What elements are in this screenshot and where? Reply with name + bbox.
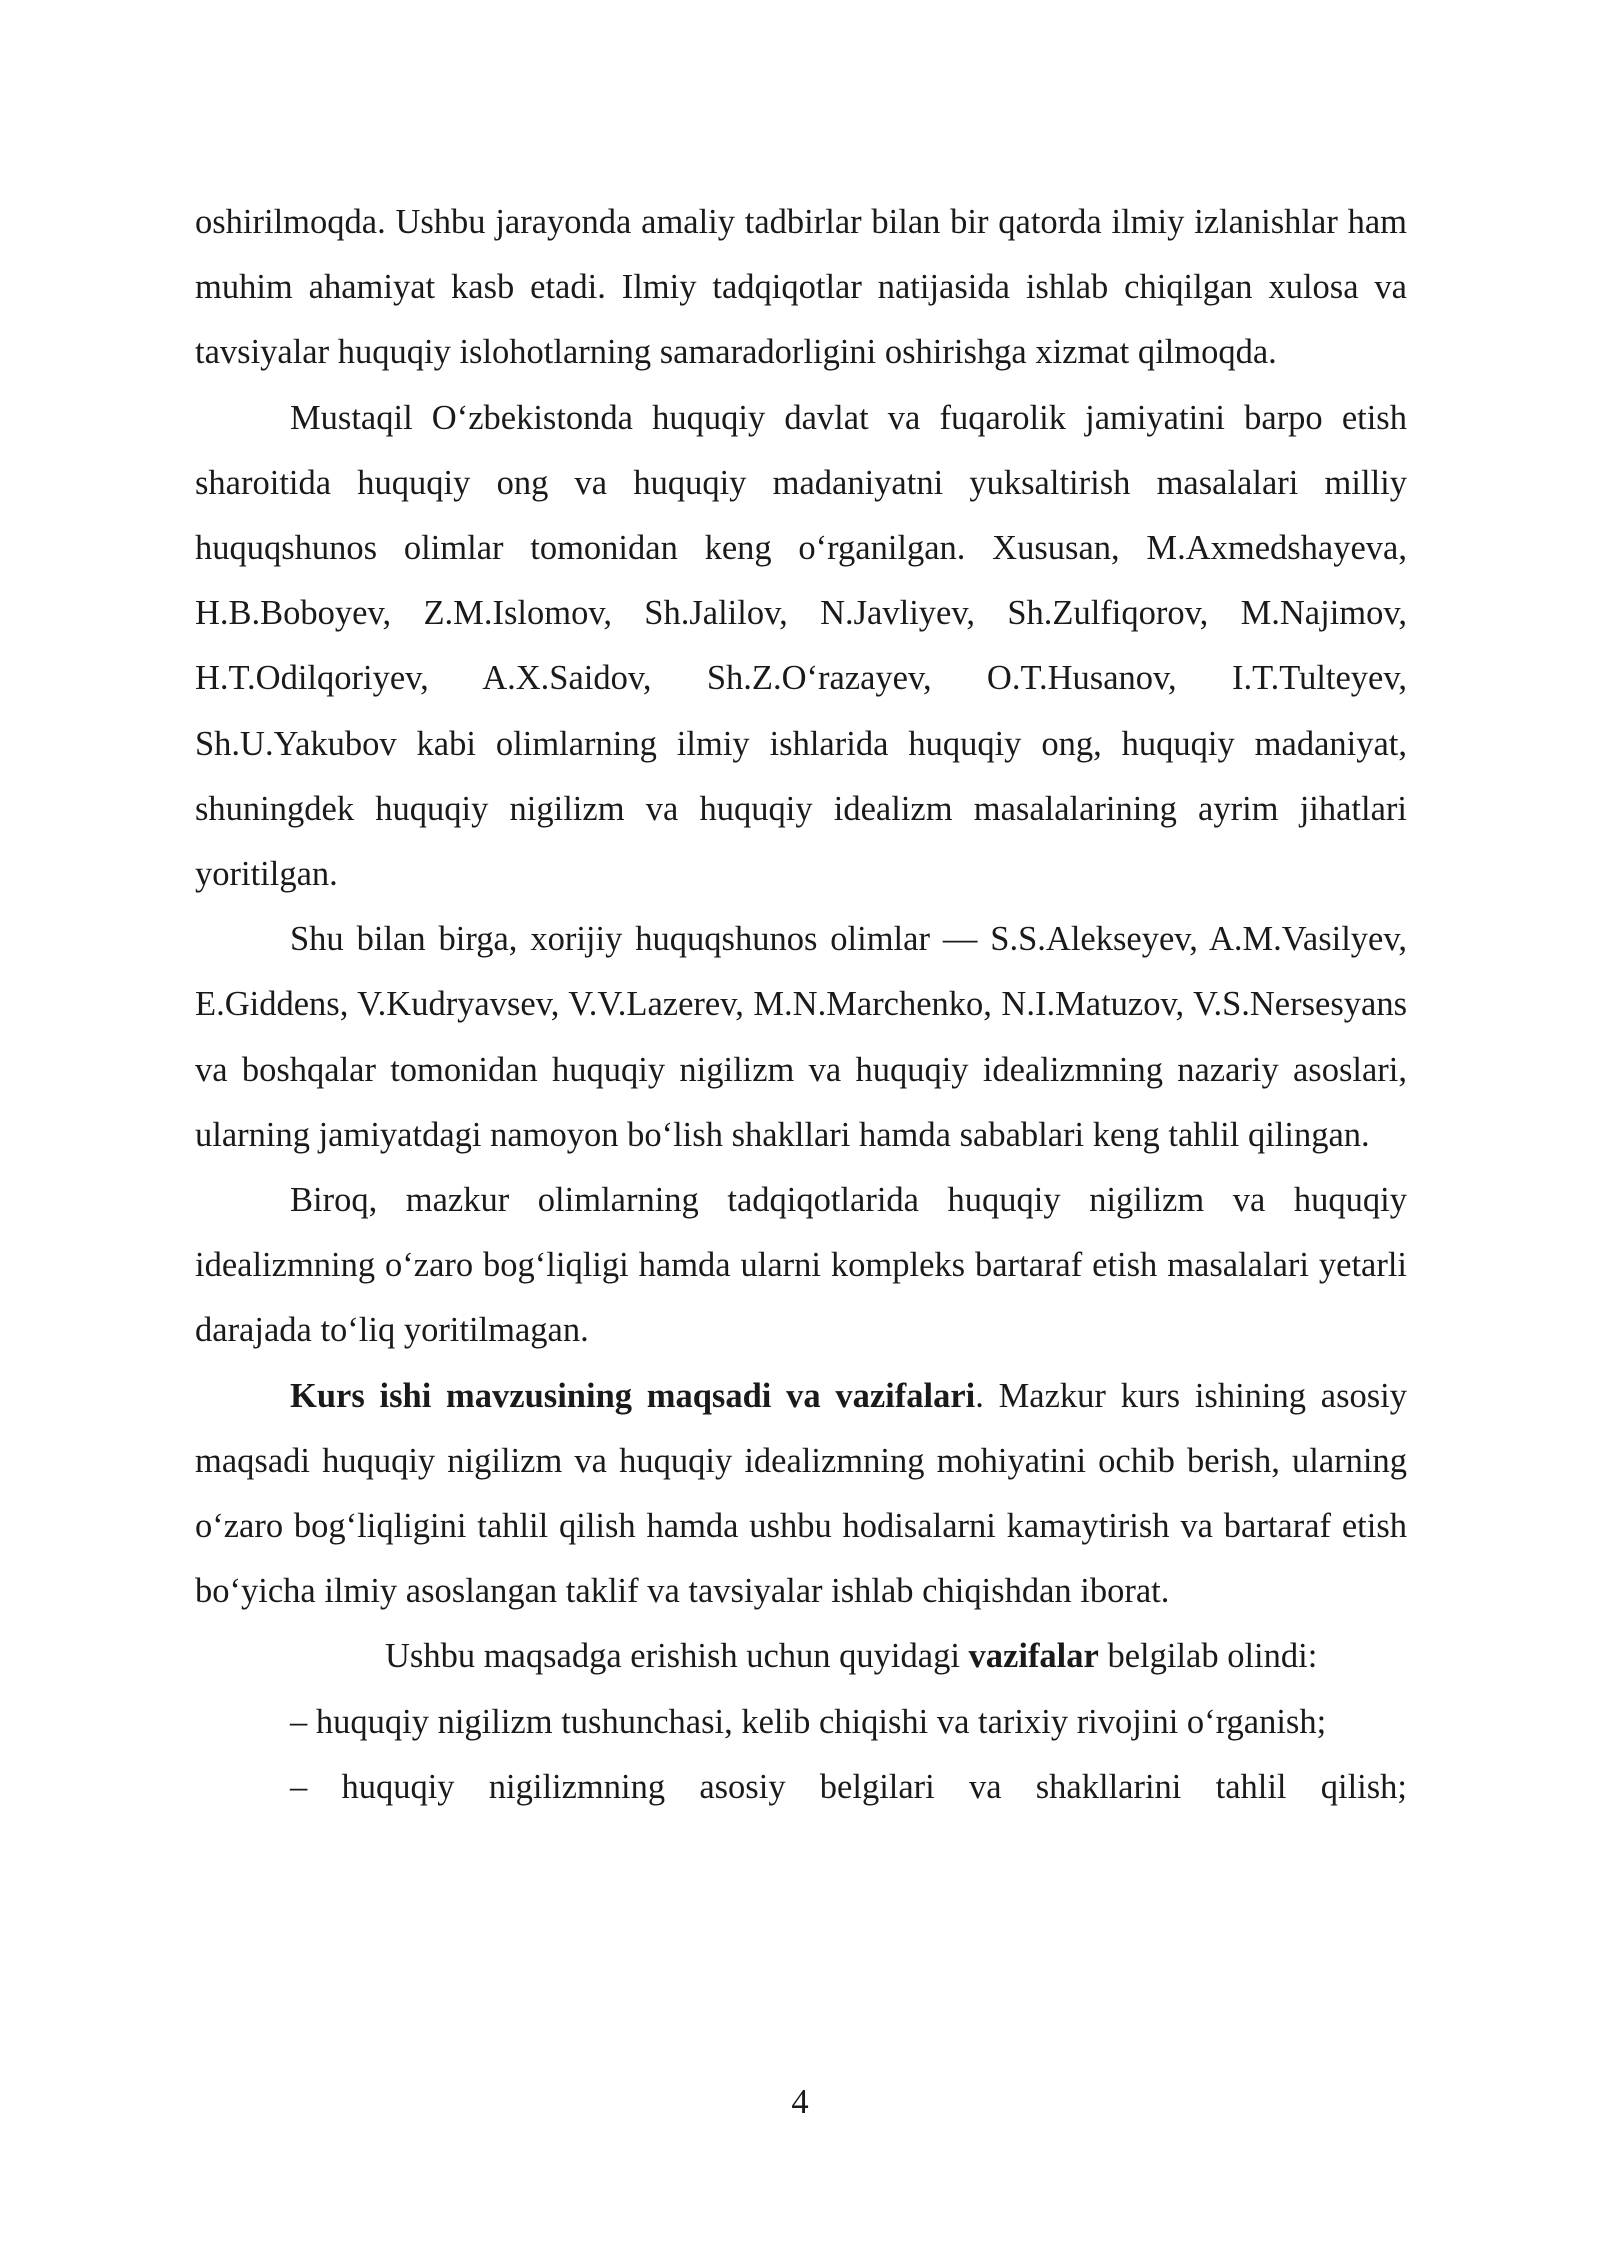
tasks-intro-after: belgilab olindi: <box>1098 1637 1318 1676</box>
paragraph-intro: oshirilmoqda. Ushbu jarayonda amaliy tadbirlar bilan bir qatorda ilmiy izlanishlar ham muhim ahamiyat kasb etadi. Ilmiy tadqiqotlar natijasida ishlab chiqilgan xulosa va tavsiyalar huquqiy islohotlarning samaradorligini oshirishga xizmat qilmoqda. <box>195 203 1407 372</box>
goal-heading: Kurs ishi mavzusining maqsadi va vazifalari <box>290 1376 976 1415</box>
tasks-intro-before: Ushbu maqsadga erishish uchun quyidagi <box>385 1637 969 1676</box>
paragraph-goal <box>195 1364 1407 1625</box>
paragraph-research-gap: Biroq, mazkur olimlarning tadqiqotlarida huquqiy nigilizm va huquqiy idealizmning o‘zaro bog‘liqligi hamda ularni kompleks bartaraf etish masalalari yetarli darajada to‘liq yoritilmagan. <box>195 1181 1407 1350</box>
paragraph-foreign-scholars: Shu bilan birga, xorijiy huquqshunos olimlar — S.S.Alekseyev, A.M.Vasilyev, E.Giddens, V.Kudryavsev, V.V.Lazerev, M.N.Marchenko, N.I.Matuzov, V.S.Nersesyans va boshqalar tomonidan huquqiy nigilizm va huquqiy idealizmning nazariy asoslari, ularning jamiyatdagi namoyon bo‘lish shakllari hamda sabablari keng tahlil qilingan. <box>195 920 1407 1154</box>
tasks-keyword: vazifalar <box>968 1637 1099 1676</box>
list-item: – huquqiy nigilizmning asosiy belgilari va shakllarini tahlil qilish; <box>290 1767 1407 1806</box>
page-number: 4 <box>791 2083 809 2121</box>
goal-text: . Mazkur kurs ishining asosiy maqsadi huquqiy nigilizm va huquqiy idealizmning mohiyatini ochib berish, ularning o‘zaro bog‘liqligini tahlil qilish hamda ushbu hodisalarni kamaytirish va bartaraf etish bo‘yicha ilmiy asoslangan taklif va tavsiyalar ishlab chiqishdan iborat. <box>195 1376 1408 1611</box>
paragraph-national-scholars: Mustaqil O‘zbekistonda huquqiy davlat va fuqarolik jamiyatini barpo etish sharoitida huquqiy ong va huquqiy madaniyatni yuksaltirish masalalari milliy huquqshunos olimlar tomonidan keng o‘rganilgan. Xususan, M.Axmedshayeva, H.B.Boboyev, Z.M.Islomov, Sh.Jalilov, N.Javliyev, Sh.Zulfiqorov, M.Najimov, H.T.Odilqoriyev, A.X.Saidov, Sh.Z.O‘razayev, O.T.Husanov, I.T.Tulteyev, Sh.U.Yakubov kabi olimlarning ilmiy ishlarida huquqiy ong, huquqiy madaniyat, shuningdek huquqiy nigilizm va huquqiy idealizm masalalarining ayrim jihatlari yoritilgan. <box>195 398 1407 894</box>
paragraph-tasks-intro <box>195 1624 1407 1689</box>
list-item: – huquqiy nigilizm tushunchasi, kelib chiqishi va tarixiy rivojini o‘rganish; <box>290 1702 1327 1741</box>
document-page <box>195 190 1407 1820</box>
